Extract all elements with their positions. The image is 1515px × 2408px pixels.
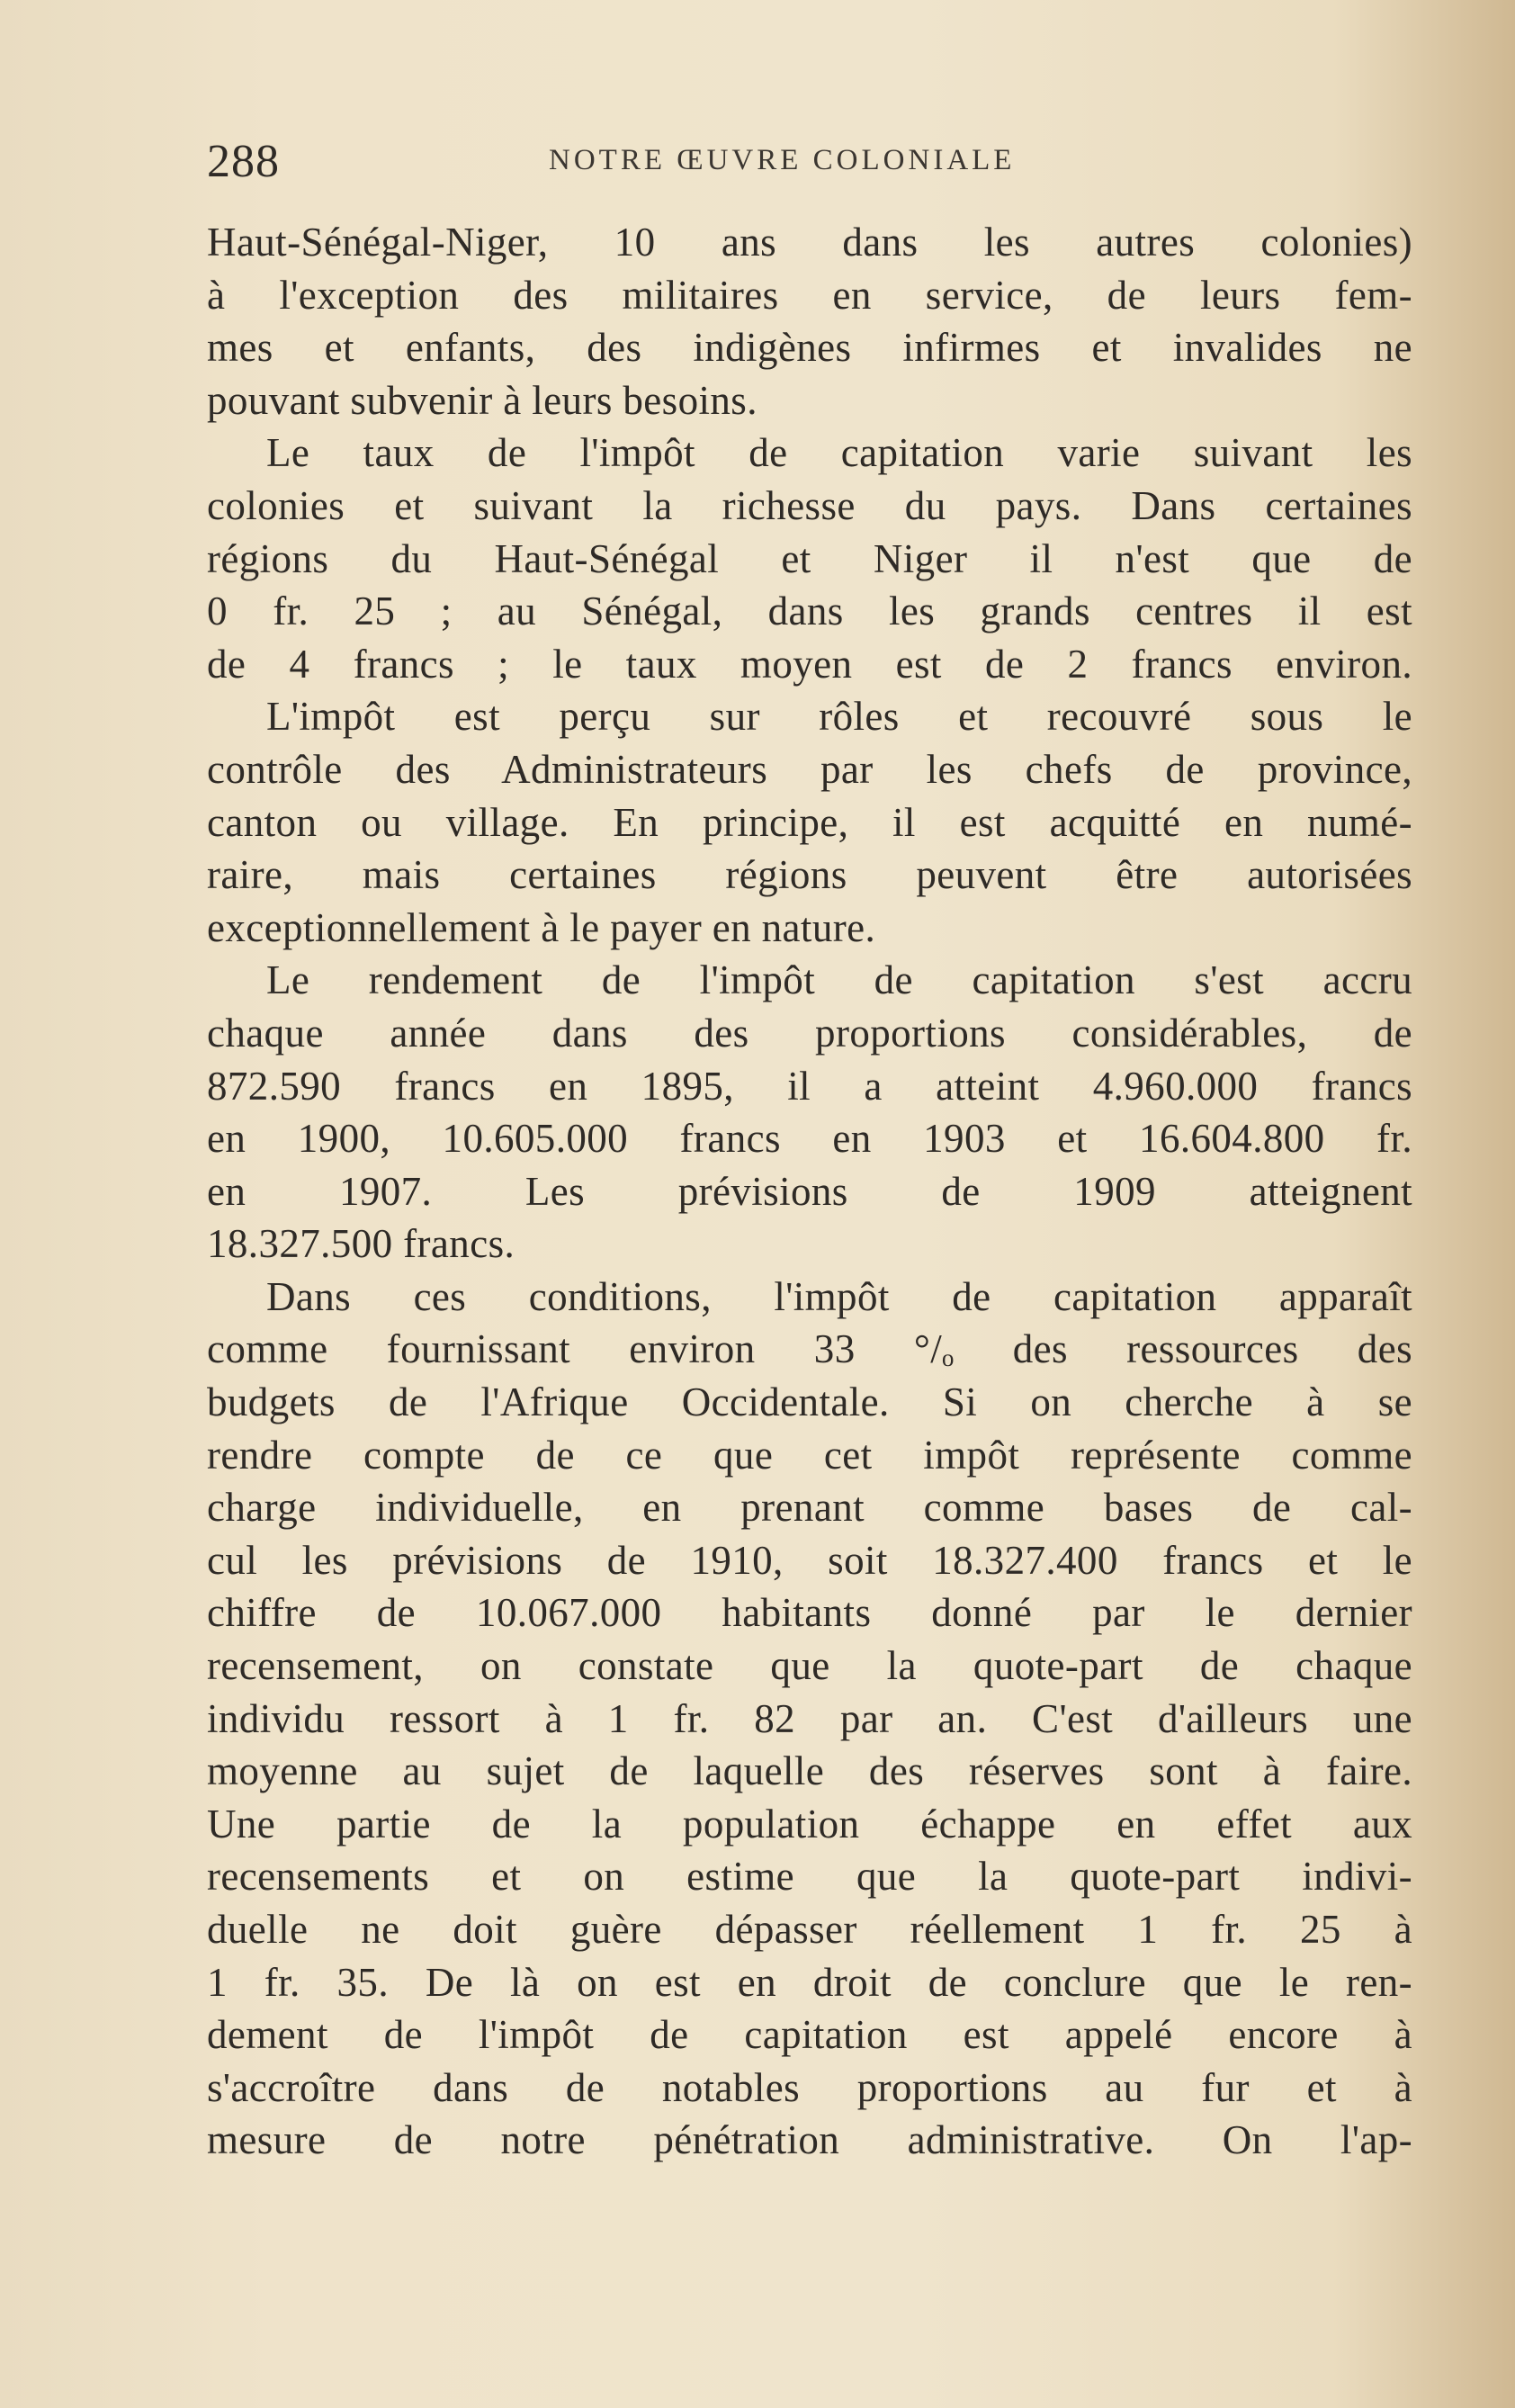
text-line: moyenne au sujet de laquelle des réserves sont à faire. (207, 1748, 1412, 1794)
text-line: raire, mais certaines régions peuvent être autorisées (207, 852, 1412, 898)
text-line: cul les prévisions de 1910, soit 18.327.400 francs et le (207, 1537, 1412, 1583)
text-line: de 4 francs ; le taux moyen est de 2 francs environ. (207, 641, 1412, 687)
text-line: à l'exception des militaires en service, de leurs fem- (207, 272, 1412, 318)
text-line: canton ou village. En principe, il est acquitté en numé- (207, 799, 1412, 845)
text-line: Une partie de la population échappe en effet aux (207, 1801, 1412, 1846)
text-line: exceptionnellement à le payer en nature. (207, 904, 876, 950)
page-header (207, 135, 1412, 198)
text-line: comme fournissant environ 33 °/ₒ des ressources des (207, 1326, 1412, 1372)
body-text (207, 216, 1412, 2167)
text-line: dement de l'impôt de capitation est appelé encore à (207, 2012, 1412, 2058)
text-line: individu ressort à 1 fr. 82 par an. C'est d'ailleurs une (207, 1695, 1412, 1741)
text-line: en 1900, 10.605.000 francs en 1903 et 16.604.800 fr. (207, 1116, 1412, 1162)
text-line: recensements et on estime que la quote-part indivi- (207, 1854, 1412, 1900)
text-line: 18.327.500 francs. (207, 1221, 515, 1267)
text-line: 1 fr. 35. De là on est en droit de conclure que le ren- (207, 1959, 1412, 2005)
text-line: 872.590 francs en 1895, il a atteint 4.960.000 francs (207, 1063, 1412, 1109)
text-line: Le taux de l'impôt de capitation varie suivant les (266, 430, 1412, 476)
running-title: NOTRE ŒUVRE COLONIALE (549, 144, 1016, 176)
text-line: chaque année dans des proportions considérables, de (207, 1010, 1412, 1056)
text-line: contrôle des Administrateurs par les chefs de province, (207, 746, 1412, 792)
text-line: mes et enfants, des indigènes infirmes et invalides ne (207, 325, 1412, 371)
text-line: mesure de notre pénétration administrative. On l'ap- (207, 2117, 1412, 2163)
text-line: budgets de l'Afrique Occidentale. Si on cherche à se (207, 1379, 1412, 1425)
text-line: Dans ces conditions, l'impôt de capitation apparaît (266, 1273, 1412, 1319)
text-line: recensement, on constate que la quote-part de chaque (207, 1643, 1412, 1689)
text-line: chiffre de 10.067.000 habitants donné par le dernier (207, 1590, 1412, 1636)
text-line: régions du Haut-Sénégal et Niger il n'est que de (207, 535, 1412, 581)
text-line: s'accroître dans de notables proportions au fur et à (207, 2064, 1412, 2110)
text-line: en 1907. Les prévisions de 1909 atteignent (207, 1168, 1412, 1214)
text-line: duelle ne doit guère dépasser réellement 1 fr. 25 à (207, 1907, 1412, 1952)
text-line: Haut-Sénégal-Niger, 10 ans dans les autres colonies) (207, 220, 1412, 265)
text-line: Le rendement de l'impôt de capitation s'est accru (266, 957, 1412, 1003)
page-number: 288 (207, 136, 280, 187)
text-line: pouvant subvenir à leurs besoins. (207, 377, 758, 423)
text-line: colonies et suivant la richesse du pays. Dans certaines (207, 482, 1412, 528)
text-line: rendre compte de ce que cet impôt représente comme (207, 1432, 1412, 1478)
text-line: charge individuelle, en prenant comme bases de cal- (207, 1485, 1412, 1531)
text-line: 0 fr. 25 ; au Sénégal, dans les grands centres il est (207, 589, 1412, 634)
text-line: L'impôt est perçu sur rôles et recouvré sous le (266, 694, 1412, 740)
